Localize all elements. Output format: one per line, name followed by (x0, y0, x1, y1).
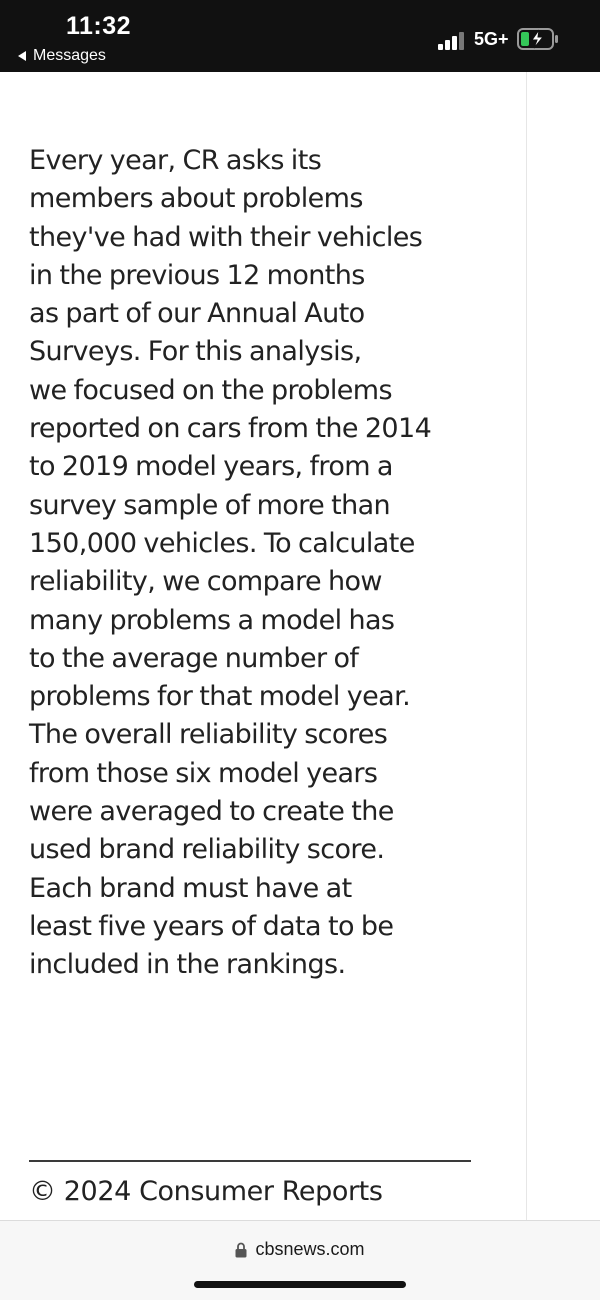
text-line: Every year, CR asks its (29, 145, 322, 176)
lock-icon (235, 1242, 247, 1258)
status-bar (0, 0, 600, 72)
cellular-signal-icon (438, 32, 468, 50)
text-line: many problems a model has (29, 604, 395, 636)
web-content (0, 72, 526, 1220)
copyright-text: © 2024 Consumer Reports (29, 1176, 383, 1207)
text-line: Surveys. For this analysis, (29, 336, 362, 368)
footer-divider (29, 1160, 471, 1162)
text-line: 150,000 vehicles. To calculate (29, 527, 415, 559)
content-edge (526, 72, 527, 1220)
text-line: Each brand must have at (29, 872, 352, 904)
text-line: from those six model years (29, 757, 378, 789)
text-line: survey sample of more than (29, 489, 391, 521)
browser-address-bar[interactable] (0, 1220, 600, 1300)
text-line: in the previous 12 months (29, 259, 365, 291)
network-type: 5G+ (474, 29, 509, 49)
battery-charging-icon (517, 28, 559, 50)
url-display[interactable] (0, 1239, 600, 1260)
text-line: we focused on the problems (29, 374, 392, 406)
chevron-left-icon (18, 51, 26, 61)
text-line: least five years of data to be (29, 910, 394, 942)
text-line: included in the rankings. (29, 949, 346, 981)
url-text: cbsnews.com (255, 1239, 365, 1259)
back-label: Messages (33, 47, 106, 64)
status-time: 11:32 (66, 12, 132, 40)
text-line: The overall reliability scores (29, 719, 388, 751)
text-line: reliability, we compare how (29, 566, 382, 598)
text-line: problems for that model year. (29, 681, 411, 713)
article-text (29, 142, 499, 985)
text-line: as part of our Annual Auto (29, 298, 365, 330)
text-line: to 2019 model years, from a (29, 451, 393, 483)
text-line: used brand reliability score. (29, 834, 385, 866)
home-indicator[interactable] (194, 1281, 406, 1288)
text-line: reported on cars from the 2014 (29, 413, 432, 445)
text-line: they've had with their vehicles (29, 221, 423, 253)
text-line: to the average number of (29, 642, 359, 674)
text-line: members about problems (29, 183, 363, 215)
text-line: were averaged to create the (29, 796, 394, 828)
back-to-messages-button[interactable] (18, 47, 106, 65)
